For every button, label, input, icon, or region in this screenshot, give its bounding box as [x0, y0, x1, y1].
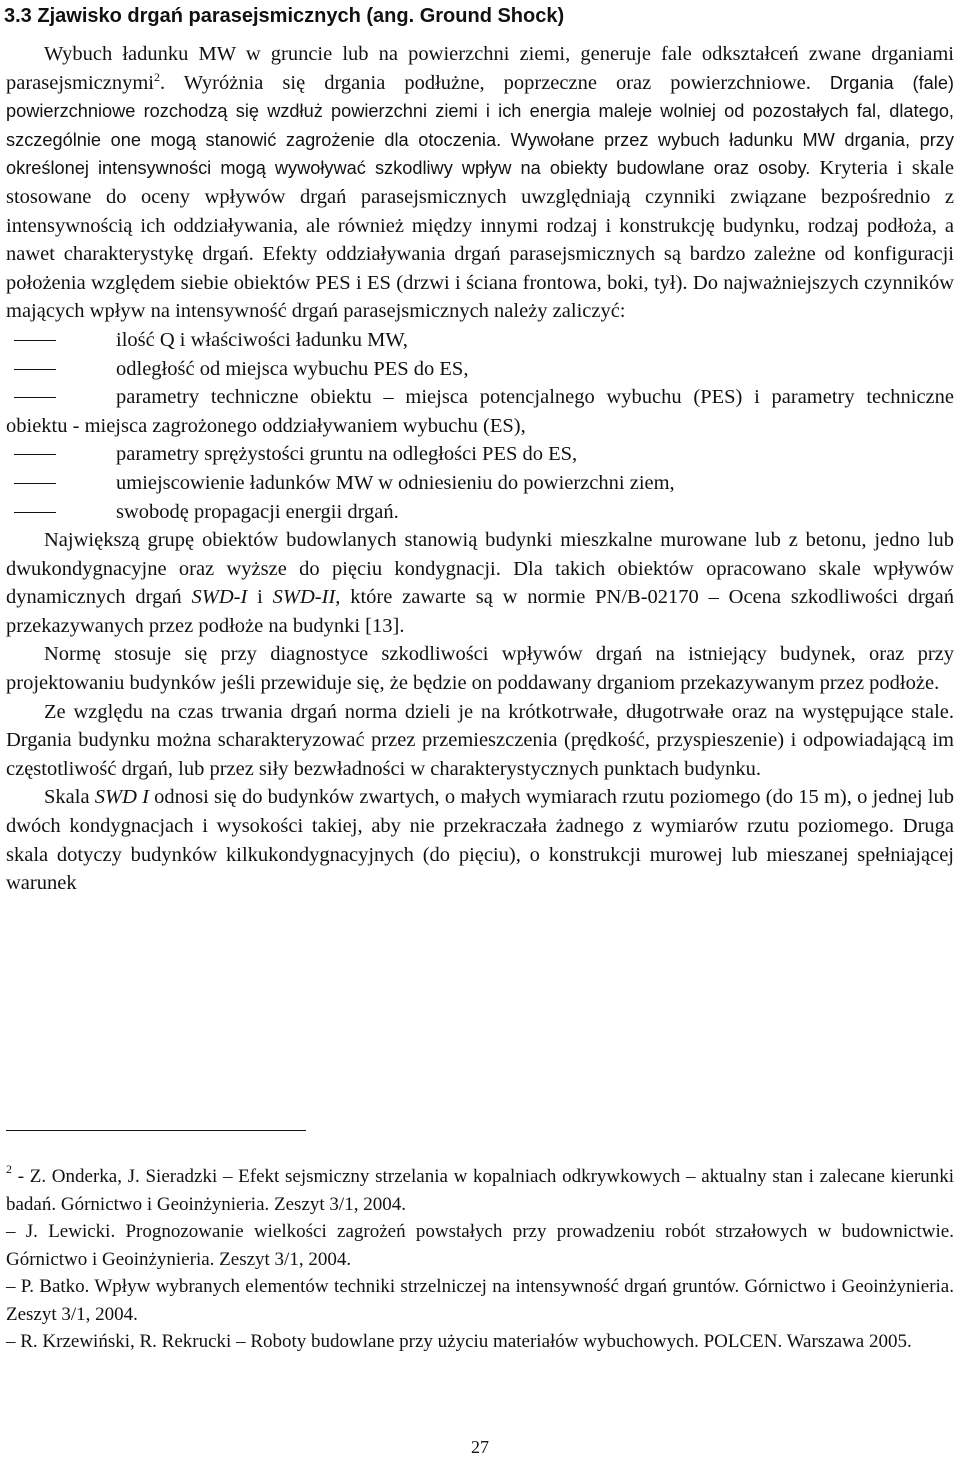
footnote-item: – J. Lewicki. Prognozowanie wielkości zagrożeń powstałych przy prowadzeniu robót strzałowych w budownictwie. Górnictwo i Geoinżynieria. Zeszyt 3/1, 2004. [6, 1221, 954, 1270]
footnotes [6, 1163, 954, 1356]
list-item: swobodę propagacji energii drgań. [6, 498, 954, 527]
footnote-item: – P. Batko. Wpływ wybranych elementów techniki strzelniczej na intensywność drgań gruntów. Górnictwo i Geoinżynieria. Zeszyt 3/1, 2004. [6, 1276, 954, 1325]
factor-list [6, 326, 954, 526]
intro-text-e: Efekty oddziaływania drgań parasejsmicznych są bardzo zależne od konfiguracji położenia względem siebie obiektów PES i ES (drzwi i ściana frontowa, boki, tył). [6, 243, 954, 294]
intro-text-f: Do najważniejszych czynników mających wpływ na intensywność drgań parasejsmicznych należy zaliczyć: [6, 271, 954, 323]
paragraph-intro [6, 40, 954, 326]
footnote-separator [6, 1130, 306, 1131]
footnote-ref: 2 [154, 69, 161, 84]
scale-swd-i: SWD I [94, 786, 149, 809]
paragraph-norm: Normę stosuje się przy diagnostyce szkodliwości wpływów drgań na istniejący budynek, oraz przy projektowaniu budynków jeśli przewiduje się, że będzie on poddawany drganiom przekazywanym przez podłoże. [6, 643, 954, 695]
intro-text-a: Wybuch ładunku MW w gruncie lub na powierzchni ziemi, generuje fale odkształceń zwane drganiami parasejsmicznymi [6, 43, 954, 94]
dash-bullet [14, 369, 56, 370]
dash-bullet [14, 454, 56, 455]
section-heading: 3.3 Zjawisko drgań parasejsmicznych (ang. Ground Shock) [4, 5, 565, 27]
list-item: parametry sprężystości gruntu na odległości PES do ES, [6, 440, 954, 469]
list-item: parametry techniczne obiektu – miejsca potencjalnego wybuchu (PES) i parametry techniczne obiektu - miejsca zagrożonego oddziaływaniem wybuchu (ES), [6, 386, 954, 437]
dash-bullet [14, 397, 56, 398]
scale-swd-2: SWD-II, [272, 586, 341, 609]
list-item: odległość od miejsca wybuchu PES do ES, [6, 355, 954, 384]
dash-bullet [14, 512, 56, 513]
list-item: umiejscowienie ładunków MW w odniesieniu do powierzchni ziem, [6, 469, 954, 498]
paragraph-buildings: Największą grupę obiektów budowlanych stanowią budynki mieszkalne murowane lub z betonu, jedno lub dwukondygnacyjne oraz wyższe do pięciu kondygnacji. Dla takich obiektów opracowano skale wpływów dynamicznych drgań SWD-I i SWD-II, które zawarte są w normie PN/B-02170 – Ocena szkodliwości drgań przekazywanych przez podłoże na budynki [13]. [6, 529, 955, 637]
paragraph-duration: Ze względu na czas trwania drgań norma dzieli je na krótkotrwałe, długotrwałe oraz na występujące stale. Drgania budynku można scharakteryzować przez przemieszczenia (prędkość, przyspieszenie) i odpowiadającą im częstotliwość drgań, lub przez siły bezwładności w charakterystycznych punktach budynku. [6, 700, 954, 780]
body-text [6, 40, 954, 898]
intro-text-d: Kryteria i skale stosowane do oceny wpływów drgań parasejsmicznych uwzględniają czynniki związane bezpośrednio z intensywnością ich oddziaływania, ale również między innymi rodzaj i konstrukcję budynku, rodzaj podłoża, a nawet charakterystykę drgań. [6, 157, 954, 266]
footnote-mark: 2 [6, 1162, 12, 1176]
dash-bullet [14, 483, 56, 484]
paragraph-scale: Skala SWD I odnosi się do budynków zwartych, o małych wymiarach rzutu poziomego (do 15 m), o jednej lub dwóch kondygnacjach i wysokości takiej, aby nie przekraczała żadnego z wymiarów rzutu poziomego. Druga skala dotyczy budynków kilkukondygnacyjnych (do pięciu), o konstrukcji murowej lub mieszanej spełniającej warunek [6, 786, 955, 895]
footnote-item: $^2$ - Z. Onderka, J. Sieradzki – Efekt sejsmiczny strzelania w kopalniach odkrywkowych – aktualny stan i zalecane kierunki badań. Górnictwo i Geoinżynieria. Zeszyt 3/1, 2004. [6, 1162, 954, 1215]
intro-text-c: Drgania (fale) powierzchniowe rozchodzą się wzdłuż powierzchni ziemi i ich energia maleje wolniej od pozostałych fal, dlatego, szczególnie one mogą stanowić zagrożenie dla otoczenia. Wywołane przez wybuch ładunku MW drgania, przy określonej intensywności mogą wywoływać szkodliwy wpływ na obiekty budowlane oraz osoby. [6, 72, 954, 179]
scale-swd-1: SWD-I [191, 586, 248, 609]
footnote-item: – R. Krzewiński, R. Rekrucki – Roboty budowlane przy użyciu materiałów wybuchowych. POLCEN. Warszawa 2005. [6, 1331, 912, 1352]
list-item: ilość Q i właściwości ładunku MW, [6, 326, 954, 355]
dash-bullet [14, 340, 56, 341]
page-number: 27 [471, 1437, 489, 1457]
intro-text-b: . Wyróżnia się drgania podłużne, poprzeczne oraz powierzchniowe. [160, 71, 811, 94]
